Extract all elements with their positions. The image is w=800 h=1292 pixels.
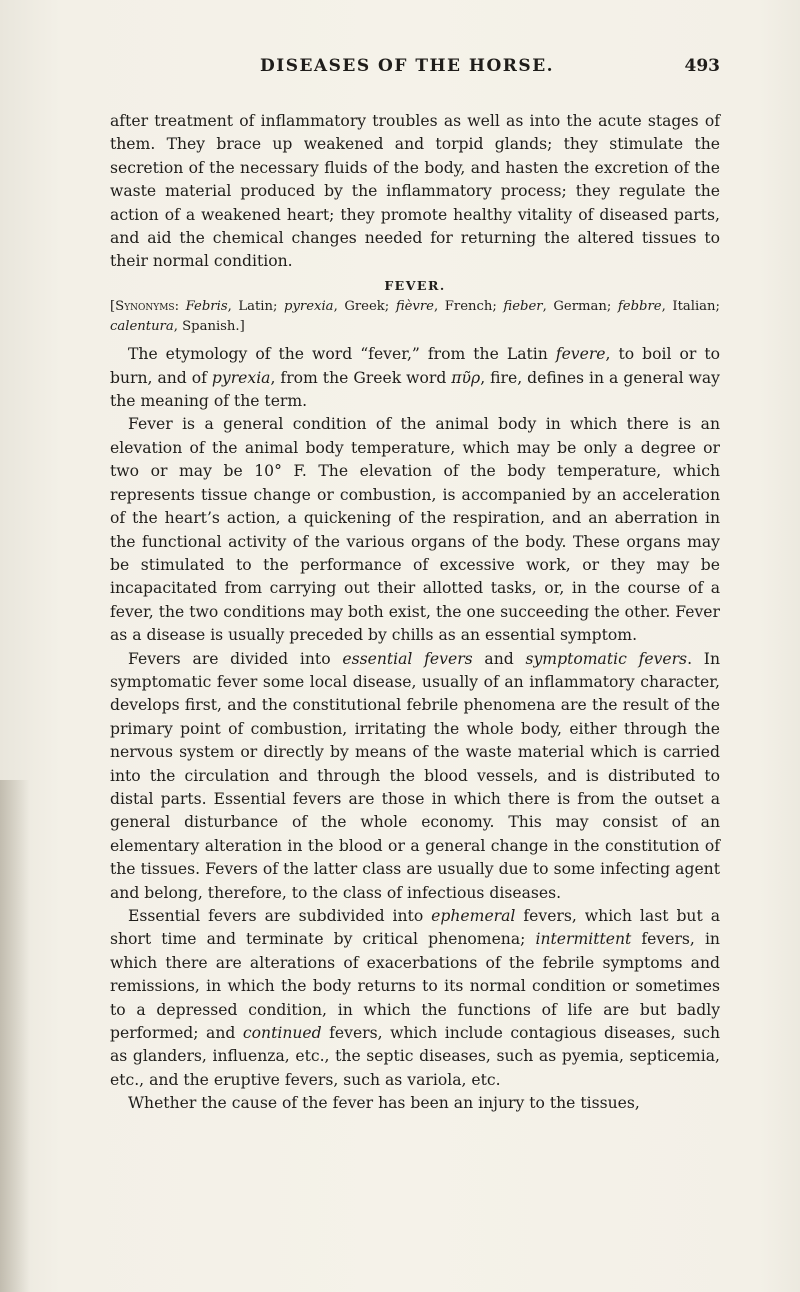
text-run: and [472, 649, 526, 668]
emphasis-term: intermittent [535, 930, 632, 949]
synonym-term: pyrexia [284, 299, 334, 315]
fever-definition-paragraph: Fever is a general condition of the animal body in which there is an elevation of the animal body temperature, which may be only a degree or two or may be 10° F. The elevation of the body temperature, which represents tissue change or combustion, is accompanied by an acceleration of the heart’s action, a quickening of the respiration, and an aberration in the functional activity of the various organs of the body. These organs may be stimulated to the performance of excessive work, or they may be incapacitated from carrying out their allotted tasks, or, in the course of a fever, the two conditions may both exist, the one succeeding the other. Fever as a disease is usually preceded by chills as an essential symptom. [110, 415, 720, 645]
page-shadow [0, 780, 30, 1292]
text-run: Fevers are divided into [128, 649, 343, 668]
text-run: fevers, which include contagious diseases, such as glanders, influenza, etc., the septic diseases, such as pyemia, septicemia, etc., and the eruptive fevers, such as variola, etc. [110, 1024, 721, 1089]
text-run: , from the Greek word [270, 368, 452, 387]
text-run: , fire, defines in a general way the meaning of the term. [110, 368, 720, 411]
synonym-lang: , French; [433, 299, 504, 315]
section-title: FEVER. [384, 277, 446, 293]
emphasis-term: ephemeral [431, 907, 516, 925]
greek-term: pyrexia [211, 368, 271, 387]
synonym-term: calentura [110, 319, 174, 335]
synonym-lang: , Greek; [333, 299, 396, 315]
etymology-paragraph [110, 343, 720, 413]
text-run: . In symptomatic fever some local disease, usually of an inflammatory character, develops first, and the constitutional febrile phenomena are the result of the primary point of combustion, irritating the whole body, either through the nervous system or directly by means of the waste material which is carried into the circulation and through the blood vessels, and is distributed to distal parts. Essential fevers are those in which there is from the outset a general disturbance of the whole economy. This may consist of an elementary alteration in the blood or a general change in the constitution of the tissues. Fevers of the latter class are usually due to some infecting agent and belong, therefore, to the class of infectious diseases. [110, 649, 720, 902]
emphasis-term: continued [242, 1024, 322, 1043]
emphasis-term: essential fevers [342, 649, 473, 668]
text-run: fevers, which last but a short time and terminate by critical phenomena; [110, 907, 720, 949]
page-number: 493 [684, 56, 720, 76]
fever-classes-paragraph [110, 648, 720, 905]
synonyms-label: Synonyms: [115, 299, 180, 315]
cause-paragraph: Whether the cause of the fever has been an injury to the tissues, [128, 1094, 640, 1113]
synonym-term: fieber [503, 299, 543, 315]
synonym-lang: , Italian; [661, 299, 720, 315]
text-run: , to boil or to burn, and of [110, 345, 720, 387]
running-head: DISEASES OF THE HORSE. [260, 56, 555, 76]
synonym-term: febbre [617, 299, 662, 315]
essential-fevers-paragraph [110, 905, 720, 1092]
emphasis-term: symptomatic fevers [525, 649, 688, 668]
synonym-term: fièvre [395, 299, 434, 315]
synonym-lang: , Latin; [227, 299, 285, 315]
page-header [110, 56, 720, 80]
greek-word: πῦρ [451, 368, 481, 387]
synonym-lang: , Spanish. [173, 319, 240, 335]
text-run: Essential fevers are subdivided into [128, 907, 432, 925]
text-run: fevers, in which there are alterations of exacerbations of the febrile symptoms and remissions, in which the body returns to its normal condition or sometimes to a depressed condition, in which the functions of life are but badly performed; and [110, 930, 720, 1043]
synonyms-open-bracket: [ [110, 299, 116, 315]
synonyms-note [110, 297, 720, 337]
synonym-term: Febris [185, 299, 228, 315]
latin-term: fevere [555, 345, 606, 364]
synonyms-close-bracket: ] [239, 319, 245, 335]
body-text [110, 110, 720, 1116]
text-run: The etymology of the word “fever,” from the Latin [128, 345, 556, 364]
intro-paragraph: after treatment of inflammatory troubles as well as into the acute stages of them. They brace up weakened and torpid glands; they stimulate the secretion of the necessary fluids of the body, and hasten the excretion of the waste material produced by the inflammatory process; they regulate the action of a weakened heart; they promote healthy vitality of diseased parts, and aid the chemical changes needed for returning the altered tissues to their normal condition. [110, 112, 720, 271]
synonym-lang: , German; [542, 299, 618, 315]
